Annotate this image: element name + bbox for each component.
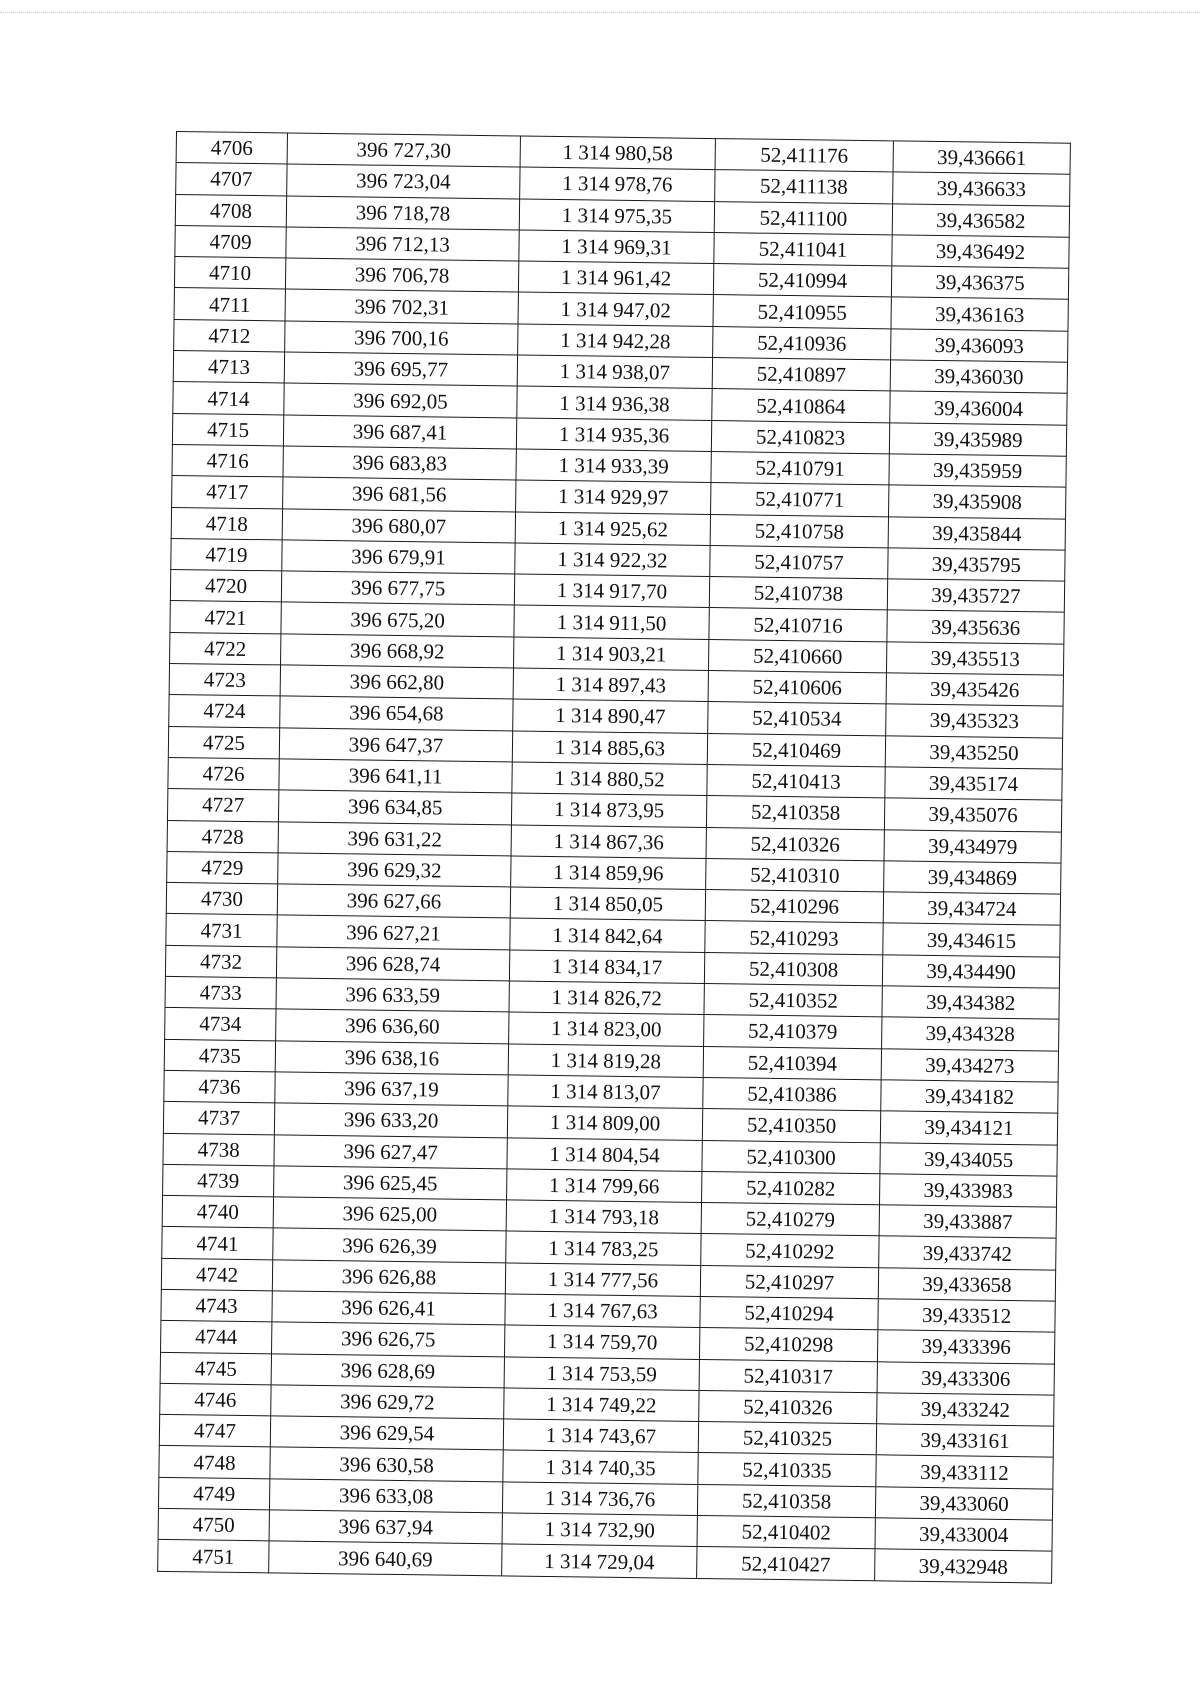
y-coordinate-cell: 1 314 834,17 <box>509 950 704 984</box>
point-number-cell: 4706 <box>176 132 287 165</box>
point-number-cell: 4715 <box>172 413 283 446</box>
x-coordinate-cell: 396 695,77 <box>284 352 517 386</box>
x-coordinate-cell: 396 628,74 <box>276 947 509 981</box>
y-coordinate-cell: 1 314 793,18 <box>506 1200 701 1234</box>
latitude-cell: 52,410293 <box>705 921 883 955</box>
point-number-cell: 4745 <box>160 1352 271 1385</box>
y-coordinate-cell: 1 314 936,38 <box>517 386 712 420</box>
latitude-cell: 52,410427 <box>697 1547 875 1581</box>
coordinate-table-body <box>158 132 1071 1583</box>
latitude-cell: 52,410386 <box>703 1077 881 1111</box>
point-number-cell: 4722 <box>170 632 281 665</box>
scan-top-edge <box>0 12 1200 13</box>
y-coordinate-cell: 1 314 813,07 <box>508 1075 703 1109</box>
longitude-cell: 39,436030 <box>890 360 1067 394</box>
longitude-cell: 39,435513 <box>886 642 1063 676</box>
longitude-cell: 39,434979 <box>884 829 1061 863</box>
y-coordinate-cell: 1 314 850,05 <box>510 887 705 921</box>
point-number-cell: 4713 <box>173 351 284 384</box>
latitude-cell: 52,410292 <box>701 1234 879 1268</box>
y-coordinate-cell: 1 314 969,31 <box>519 230 714 264</box>
latitude-cell: 52,410282 <box>702 1171 880 1205</box>
point-number-cell: 4712 <box>174 319 285 352</box>
point-number-cell: 4733 <box>165 976 276 1009</box>
latitude-cell: 52,410757 <box>710 545 888 579</box>
x-coordinate-cell: 396 626,75 <box>272 1322 505 1356</box>
latitude-cell: 52,410296 <box>705 890 883 924</box>
latitude-cell: 52,410310 <box>706 858 884 892</box>
x-coordinate-cell: 396 636,60 <box>276 1009 509 1043</box>
x-coordinate-cell: 396 626,39 <box>273 1228 506 1262</box>
x-coordinate-cell: 396 700,16 <box>285 321 518 355</box>
point-number-cell: 4736 <box>164 1070 275 1103</box>
longitude-cell: 39,433887 <box>879 1205 1056 1239</box>
longitude-cell: 39,433112 <box>876 1455 1053 1489</box>
point-number-cell: 4751 <box>158 1540 269 1573</box>
longitude-cell: 39,433306 <box>877 1361 1054 1395</box>
longitude-cell: 39,433161 <box>876 1424 1053 1458</box>
latitude-cell: 52,410350 <box>702 1109 880 1143</box>
x-coordinate-cell: 396 712,13 <box>286 227 519 261</box>
latitude-cell: 52,410325 <box>698 1422 876 1456</box>
x-coordinate-cell: 396 641,11 <box>279 759 512 793</box>
x-coordinate-cell: 396 628,69 <box>271 1353 504 1387</box>
point-number-cell: 4721 <box>170 601 281 634</box>
point-number-cell: 4709 <box>175 225 286 258</box>
y-coordinate-cell: 1 314 729,04 <box>502 1544 697 1578</box>
point-number-cell: 4742 <box>161 1258 272 1291</box>
x-coordinate-cell: 396 633,20 <box>274 1103 507 1137</box>
point-number-cell: 4725 <box>168 726 279 759</box>
longitude-cell: 39,435174 <box>885 767 1062 801</box>
x-coordinate-cell: 396 675,20 <box>281 602 514 636</box>
y-coordinate-cell: 1 314 740,35 <box>503 1450 698 1484</box>
x-coordinate-cell: 396 687,41 <box>283 415 516 449</box>
y-coordinate-cell: 1 314 933,39 <box>516 449 711 483</box>
y-coordinate-cell: 1 314 809,00 <box>507 1106 702 1140</box>
x-coordinate-cell: 396 629,32 <box>278 853 511 887</box>
longitude-cell: 39,435959 <box>889 454 1066 488</box>
point-number-cell: 4749 <box>158 1477 269 1510</box>
longitude-cell: 39,435908 <box>889 485 1066 519</box>
latitude-cell: 52,410300 <box>702 1140 880 1174</box>
point-number-cell: 4708 <box>175 194 286 227</box>
y-coordinate-cell: 1 314 980,58 <box>520 136 715 170</box>
x-coordinate-cell: 396 629,72 <box>271 1385 504 1419</box>
latitude-cell: 52,410326 <box>706 827 884 861</box>
x-coordinate-cell: 396 627,21 <box>277 915 510 949</box>
longitude-cell: 39,436093 <box>891 329 1068 363</box>
latitude-cell: 52,410716 <box>709 608 887 642</box>
longitude-cell: 39,433060 <box>875 1487 1052 1521</box>
point-number-cell: 4741 <box>162 1227 273 1260</box>
point-number-cell: 4707 <box>176 163 287 196</box>
y-coordinate-cell: 1 314 873,95 <box>511 793 706 827</box>
point-number-cell: 4750 <box>158 1508 269 1541</box>
longitude-cell: 39,434490 <box>882 955 1059 989</box>
y-coordinate-cell: 1 314 759,70 <box>504 1325 699 1359</box>
latitude-cell: 52,410298 <box>699 1328 877 1362</box>
y-coordinate-cell: 1 314 935,36 <box>516 418 711 452</box>
latitude-cell: 52,411041 <box>714 232 892 266</box>
latitude-cell: 52,410994 <box>713 264 891 298</box>
y-coordinate-cell: 1 314 799,66 <box>507 1169 702 1203</box>
longitude-cell: 39,433742 <box>879 1236 1056 1270</box>
coordinate-table <box>157 131 1071 1583</box>
y-coordinate-cell: 1 314 736,76 <box>502 1482 697 1516</box>
y-coordinate-cell: 1 314 804,54 <box>507 1137 702 1171</box>
x-coordinate-cell: 396 633,08 <box>269 1479 502 1513</box>
latitude-cell: 52,410394 <box>703 1046 881 1080</box>
longitude-cell: 39,433658 <box>878 1267 1055 1301</box>
point-number-cell: 4730 <box>166 883 277 916</box>
latitude-cell: 52,410758 <box>710 514 888 548</box>
point-number-cell: 4748 <box>159 1446 270 1479</box>
longitude-cell: 39,434869 <box>884 861 1061 895</box>
point-number-cell: 4732 <box>165 945 276 978</box>
latitude-cell: 52,411138 <box>715 170 893 204</box>
longitude-cell: 39,436163 <box>891 297 1068 331</box>
longitude-cell: 39,434615 <box>883 923 1060 957</box>
point-number-cell: 4747 <box>159 1415 270 1448</box>
longitude-cell: 39,433512 <box>878 1299 1055 1333</box>
y-coordinate-cell: 1 314 938,07 <box>517 355 712 389</box>
longitude-cell: 39,436492 <box>892 235 1069 269</box>
x-coordinate-cell: 396 637,94 <box>269 1510 502 1544</box>
longitude-cell: 39,435989 <box>889 423 1066 457</box>
x-coordinate-cell: 396 629,54 <box>270 1416 503 1450</box>
longitude-cell: 39,435323 <box>886 704 1063 738</box>
x-coordinate-cell: 396 677,75 <box>281 571 514 605</box>
x-coordinate-cell: 396 625,45 <box>274 1166 507 1200</box>
longitude-cell: 39,435795 <box>888 548 1065 582</box>
point-number-cell: 4737 <box>163 1102 274 1135</box>
point-number-cell: 4714 <box>173 382 284 415</box>
y-coordinate-cell: 1 314 978,76 <box>520 167 715 201</box>
y-coordinate-cell: 1 314 917,70 <box>514 574 709 608</box>
latitude-cell: 52,410297 <box>700 1265 878 1299</box>
y-coordinate-cell: 1 314 826,72 <box>509 981 704 1015</box>
y-coordinate-cell: 1 314 859,96 <box>511 856 706 890</box>
x-coordinate-cell: 396 630,58 <box>270 1447 503 1481</box>
x-coordinate-cell: 396 637,19 <box>275 1072 508 1106</box>
longitude-cell: 39,434121 <box>880 1111 1057 1145</box>
y-coordinate-cell: 1 314 867,36 <box>511 824 706 858</box>
y-coordinate-cell: 1 314 823,00 <box>509 1012 704 1046</box>
y-coordinate-cell: 1 314 929,97 <box>516 480 711 514</box>
y-coordinate-cell: 1 314 942,28 <box>518 324 713 358</box>
latitude-cell: 52,410738 <box>709 577 887 611</box>
longitude-cell: 39,435844 <box>888 516 1065 550</box>
longitude-cell: 39,434182 <box>881 1080 1058 1114</box>
x-coordinate-cell: 396 640,69 <box>269 1541 502 1575</box>
latitude-cell: 52,410469 <box>707 733 885 767</box>
x-coordinate-cell: 396 647,37 <box>279 728 512 762</box>
point-number-cell: 4744 <box>161 1321 272 1354</box>
point-number-cell: 4740 <box>162 1196 273 1229</box>
x-coordinate-cell: 396 633,59 <box>276 978 509 1012</box>
y-coordinate-cell: 1 314 890,47 <box>513 699 708 733</box>
longitude-cell: 39,436633 <box>893 172 1070 206</box>
x-coordinate-cell: 396 680,07 <box>282 508 515 542</box>
latitude-cell: 52,410660 <box>708 639 886 673</box>
latitude-cell: 52,410379 <box>704 1015 882 1049</box>
x-coordinate-cell: 396 654,68 <box>280 696 513 730</box>
latitude-cell: 52,410294 <box>700 1296 878 1330</box>
point-number-cell: 4746 <box>160 1383 271 1416</box>
latitude-cell: 52,410606 <box>708 671 886 705</box>
longitude-cell: 39,434382 <box>882 986 1059 1020</box>
x-coordinate-cell: 396 631,22 <box>278 821 511 855</box>
longitude-cell: 39,433242 <box>877 1393 1054 1427</box>
latitude-cell: 52,411100 <box>714 201 892 235</box>
latitude-cell: 52,410326 <box>699 1390 877 1424</box>
point-number-cell: 4720 <box>170 570 281 603</box>
point-number-cell: 4719 <box>171 538 282 571</box>
y-coordinate-cell: 1 314 777,56 <box>505 1263 700 1297</box>
x-coordinate-cell: 396 702,31 <box>285 289 518 323</box>
y-coordinate-cell: 1 314 819,28 <box>508 1044 703 1078</box>
point-number-cell: 4718 <box>171 507 282 540</box>
latitude-cell: 52,410823 <box>711 420 889 454</box>
point-number-cell: 4738 <box>163 1133 274 1166</box>
point-number-cell: 4717 <box>172 476 283 509</box>
longitude-cell: 39,435076 <box>884 798 1061 832</box>
latitude-cell: 52,410936 <box>713 326 891 360</box>
point-number-cell: 4729 <box>167 851 278 884</box>
latitude-cell: 52,410413 <box>707 764 885 798</box>
latitude-cell: 52,410771 <box>711 483 889 517</box>
longitude-cell: 39,433396 <box>877 1330 1054 1364</box>
latitude-cell: 52,410864 <box>712 389 890 423</box>
y-coordinate-cell: 1 314 911,50 <box>514 605 709 639</box>
longitude-cell: 39,435727 <box>887 579 1064 613</box>
x-coordinate-cell: 396 638,16 <box>275 1040 508 1074</box>
x-coordinate-cell: 396 723,04 <box>287 164 520 198</box>
y-coordinate-cell: 1 314 743,67 <box>503 1419 698 1453</box>
longitude-cell: 39,436004 <box>890 391 1067 425</box>
y-coordinate-cell: 1 314 732,90 <box>502 1513 697 1547</box>
y-coordinate-cell: 1 314 885,63 <box>512 731 707 765</box>
x-coordinate-cell: 396 627,47 <box>274 1134 507 1168</box>
y-coordinate-cell: 1 314 783,25 <box>506 1231 701 1265</box>
y-coordinate-cell: 1 314 925,62 <box>515 512 710 546</box>
latitude-cell: 52,410317 <box>699 1359 877 1393</box>
longitude-cell: 39,435250 <box>885 735 1062 769</box>
y-coordinate-cell: 1 314 922,32 <box>515 543 710 577</box>
y-coordinate-cell: 1 314 753,59 <box>504 1356 699 1390</box>
latitude-cell: 52,410308 <box>704 952 882 986</box>
x-coordinate-cell: 396 627,66 <box>277 884 510 918</box>
longitude-cell: 39,433983 <box>880 1174 1057 1208</box>
x-coordinate-cell: 396 692,05 <box>284 383 517 417</box>
point-number-cell: 4710 <box>174 257 285 290</box>
point-number-cell: 4723 <box>169 664 280 697</box>
longitude-cell: 39,436375 <box>891 266 1068 300</box>
point-number-cell: 4731 <box>166 914 277 947</box>
latitude-cell: 52,410791 <box>711 452 889 486</box>
y-coordinate-cell: 1 314 975,35 <box>519 199 714 233</box>
latitude-cell: 52,410352 <box>704 984 882 1018</box>
latitude-cell: 52,410402 <box>697 1516 875 1550</box>
longitude-cell: 39,432948 <box>875 1549 1052 1583</box>
longitude-cell: 39,436661 <box>893 141 1070 175</box>
point-number-cell: 4743 <box>161 1289 272 1322</box>
x-coordinate-cell: 396 625,00 <box>273 1197 506 1231</box>
latitude-cell: 52,410335 <box>698 1453 876 1487</box>
latitude-cell: 52,411176 <box>715 139 893 173</box>
x-coordinate-cell: 396 727,30 <box>287 133 520 167</box>
y-coordinate-cell: 1 314 842,64 <box>510 918 705 952</box>
point-number-cell: 4735 <box>164 1039 275 1072</box>
point-number-cell: 4711 <box>174 288 285 321</box>
y-coordinate-cell: 1 314 961,42 <box>518 261 713 295</box>
x-coordinate-cell: 396 626,88 <box>272 1260 505 1294</box>
x-coordinate-cell: 396 662,80 <box>280 665 513 699</box>
y-coordinate-cell: 1 314 880,52 <box>512 762 707 796</box>
longitude-cell: 39,436582 <box>892 203 1069 237</box>
point-number-cell: 4739 <box>163 1164 274 1197</box>
point-number-cell: 4727 <box>167 789 278 822</box>
longitude-cell: 39,435636 <box>887 610 1064 644</box>
latitude-cell: 52,410279 <box>701 1203 879 1237</box>
x-coordinate-cell: 396 718,78 <box>286 196 519 230</box>
point-number-cell: 4726 <box>168 757 279 790</box>
point-number-cell: 4716 <box>172 444 283 477</box>
longitude-cell: 39,434055 <box>880 1142 1057 1176</box>
longitude-cell: 39,434328 <box>882 1017 1059 1051</box>
longitude-cell: 39,434273 <box>881 1048 1058 1082</box>
latitude-cell: 52,410358 <box>706 796 884 830</box>
y-coordinate-cell: 1 314 947,02 <box>518 292 713 326</box>
latitude-cell: 52,410897 <box>712 358 890 392</box>
latitude-cell: 52,410358 <box>697 1484 875 1518</box>
point-number-cell: 4734 <box>165 1008 276 1041</box>
y-coordinate-cell: 1 314 903,21 <box>513 637 708 671</box>
x-coordinate-cell: 396 626,41 <box>272 1291 505 1325</box>
longitude-cell: 39,434724 <box>883 892 1060 926</box>
x-coordinate-cell: 396 681,56 <box>283 477 516 511</box>
longitude-cell: 39,435426 <box>886 673 1063 707</box>
x-coordinate-cell: 396 706,78 <box>285 258 518 292</box>
point-number-cell: 4728 <box>167 820 278 853</box>
latitude-cell: 52,410955 <box>713 295 891 329</box>
y-coordinate-cell: 1 314 897,43 <box>513 668 708 702</box>
coordinate-table-container <box>157 131 1070 1583</box>
y-coordinate-cell: 1 314 767,63 <box>505 1294 700 1328</box>
point-number-cell: 4724 <box>169 695 280 728</box>
y-coordinate-cell: 1 314 749,22 <box>504 1388 699 1422</box>
longitude-cell: 39,433004 <box>875 1518 1052 1552</box>
x-coordinate-cell: 396 634,85 <box>278 790 511 824</box>
x-coordinate-cell: 396 683,83 <box>283 446 516 480</box>
x-coordinate-cell: 396 679,91 <box>282 540 515 574</box>
x-coordinate-cell: 396 668,92 <box>281 634 514 668</box>
latitude-cell: 52,410534 <box>708 702 886 736</box>
